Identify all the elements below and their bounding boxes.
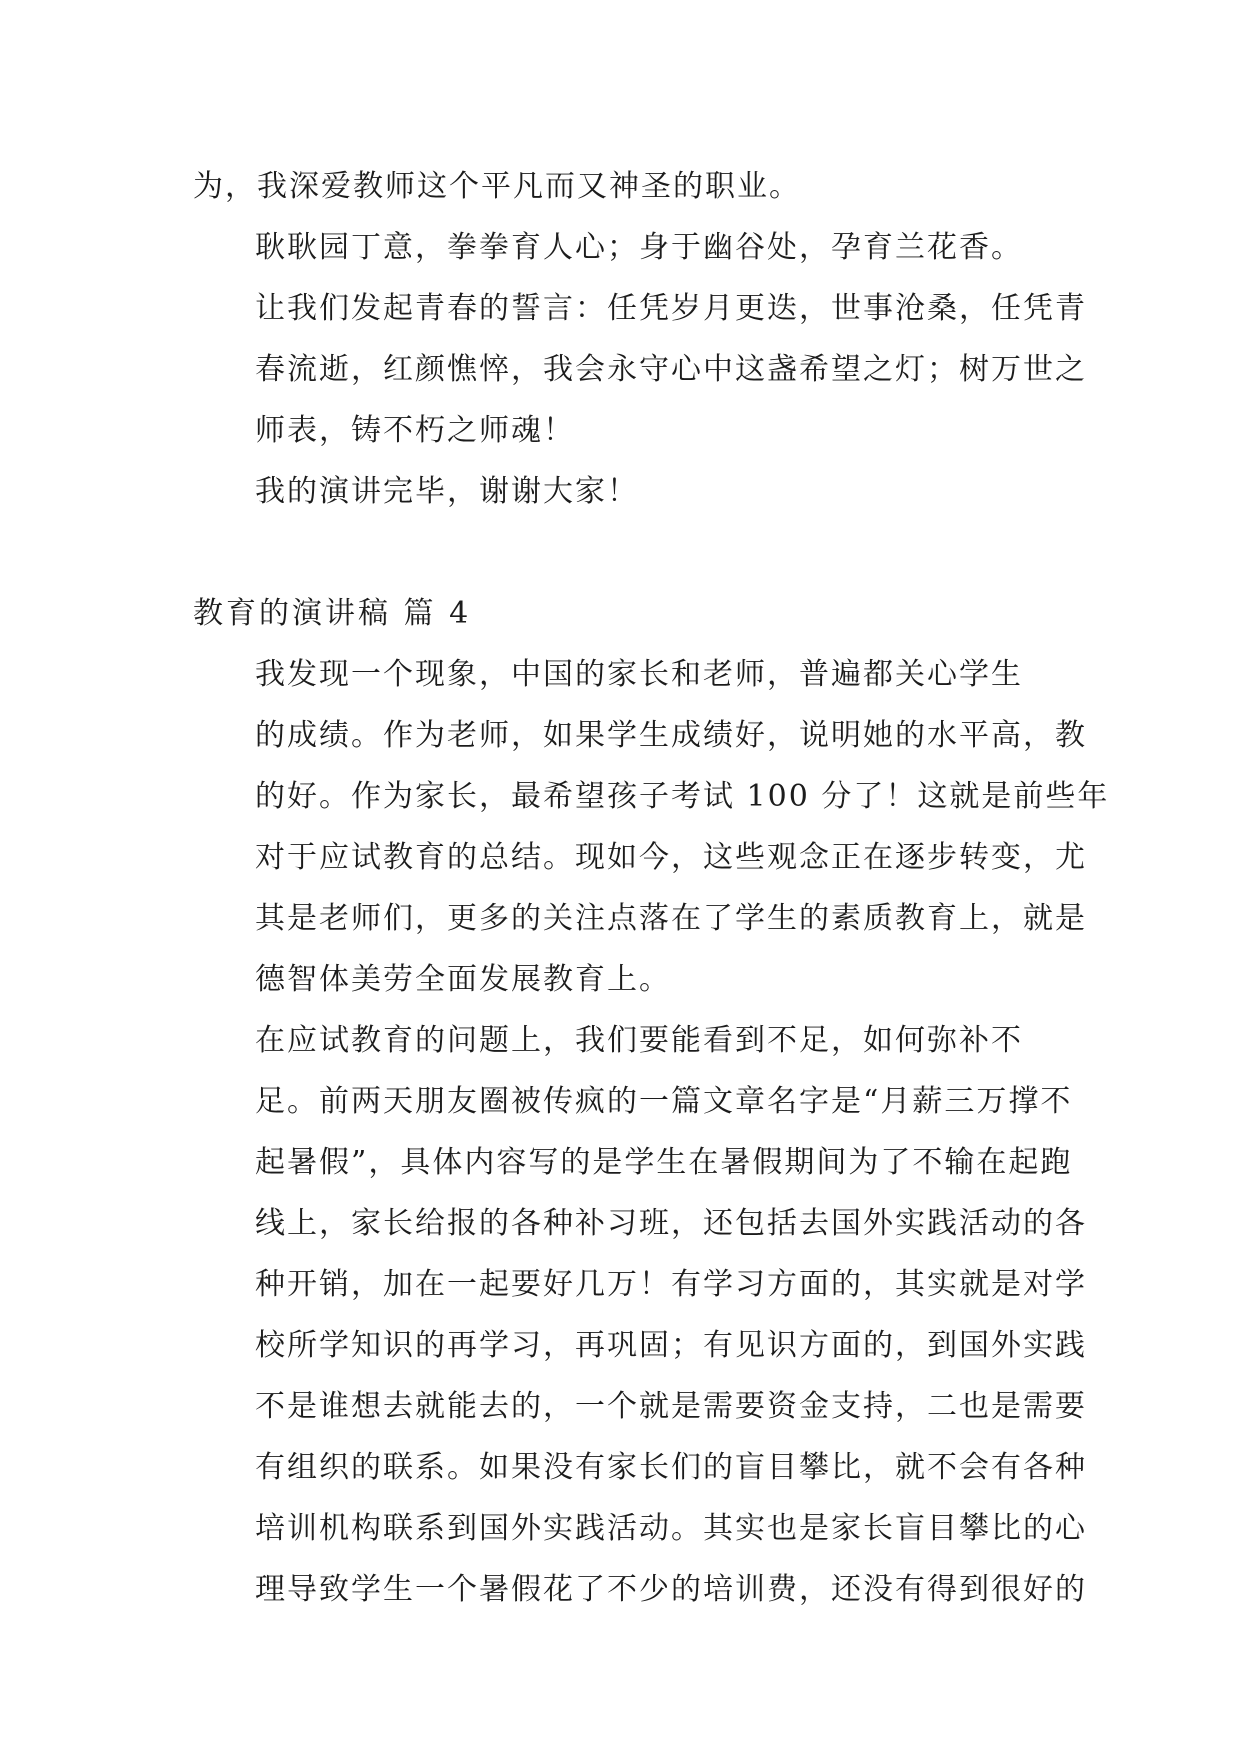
paragraph-1 <box>193 644 1110 1010</box>
text-line: 让我们发起青春的誓言：任凭岁月更迭，世事沧桑，任凭青 <box>255 291 1087 326</box>
paragraph-oath <box>193 217 1087 461</box>
text-line: 种开销，加在一起要好几万！有学习方面的，其实就是对学 <box>255 1267 1087 1302</box>
text-line: 耿耿园丁意，拳拳育人心；身于幽谷处，孕育兰花香。 <box>255 230 1023 265</box>
text-line: 德智体美劳全面发展教育上。 <box>255 962 671 997</box>
text-line: 在应试教育的问题上，我们要能看到不足，如何弥补不 <box>255 1023 1023 1058</box>
text-line: 的成绩。作为老师，如果学生成绩好，说明她的水平高，教 <box>255 718 1087 753</box>
text-line: 为，我深爱教师这个平凡而又神圣的职业。 <box>193 169 801 204</box>
text-line: 师表，铸不朽之师魂！ <box>255 413 575 448</box>
section-spacer <box>193 522 1073 583</box>
text-line: 不是谁想去就能去的，一个就是需要资金支持，二也是需要 <box>255 1389 1087 1424</box>
paragraph-closing <box>193 461 1073 522</box>
paragraph-2 <box>193 1010 1087 1620</box>
paragraph-continuation <box>193 156 1073 217</box>
text-line: 线上，家长给报的各种补习班，还包括去国外实践活动的各 <box>255 1206 1087 1241</box>
section-title: 教育的演讲稿 篇 4 <box>193 596 472 631</box>
text-line: 春流逝，红颜憔悴，我会永守心中这盏希望之灯；树万世之 <box>255 352 1087 387</box>
text-line: 起暑假”，具体内容写的是学生在暑假期间为了不输在起跑 <box>255 1145 1073 1180</box>
text-line: 足。前两天朋友圈被传疯的一篇文章名字是“月薪三万撑不 <box>255 1084 1073 1119</box>
text-line: 其是老师们，更多的关注点落在了学生的素质教育上，就是 <box>255 901 1087 936</box>
text-line: 我的演讲完毕，谢谢大家！ <box>255 474 639 509</box>
text-line: 校所学知识的再学习，再巩固；有见识方面的，到国外实践 <box>255 1328 1087 1363</box>
text-line: 我发现一个现象，中国的家长和老师，普遍都关心学生 <box>255 657 1023 692</box>
text-line: 的好。作为家长，最希望孩子考试 100 分了！这就是前些年 <box>255 779 1110 814</box>
text-line: 理导致学生一个暑假花了不少的培训费，还没有得到很好的 <box>255 1572 1087 1607</box>
text-line: 有组织的联系。如果没有家长们的盲目攀比，就不会有各种 <box>255 1450 1087 1485</box>
text-line: 培训机构联系到国外实践活动。其实也是家长盲目攀比的心 <box>255 1511 1087 1546</box>
text-line: 对于应试教育的总结。现如今，这些观念正在逐步转变，尤 <box>255 840 1087 875</box>
document-body <box>193 156 1110 1620</box>
